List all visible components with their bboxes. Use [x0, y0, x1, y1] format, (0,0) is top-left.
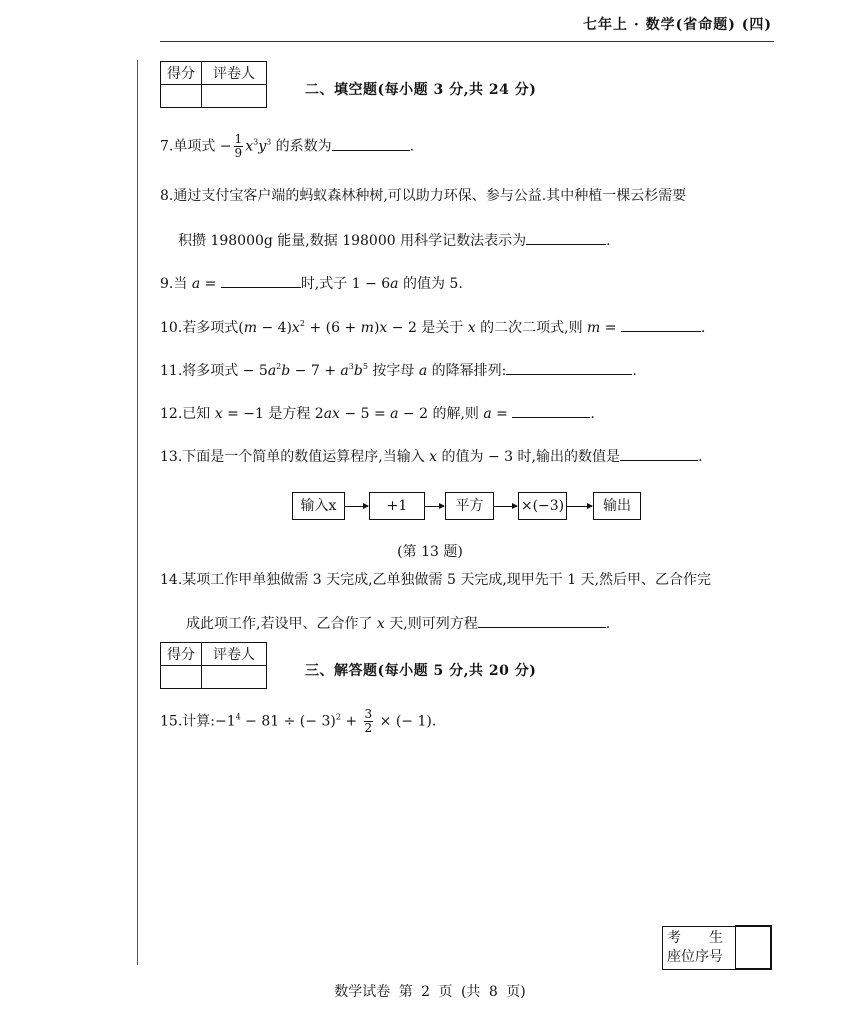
score-label: 得分 [161, 62, 202, 85]
question-14-line2: 成此项工作,若设甲、乙合作了 x 天,则可列方程 . [186, 613, 610, 634]
question-11: 11.将多项式 − $5a^2b - 7 + a^3b^5$ 按字母 a 的降幂排列: . [160, 362, 637, 379]
grader-label: 评卷人 [202, 62, 267, 85]
answer-blank-7[interactable] [332, 136, 410, 151]
question-13: 13.下面是一个简单的数值运算程序,当输入 x 的值为 − 3 时,输出的数值是 . [160, 446, 702, 467]
question-8-line1: 8.通过支付宝客户端的蚂蚁森林种树,可以助力环保、参与公益.其中种植一棵云杉需要 [160, 188, 687, 204]
grader-cell[interactable] [202, 666, 267, 689]
score-label: 得分 [161, 643, 202, 666]
score-cell[interactable] [161, 666, 202, 689]
score-table-section3 [160, 642, 267, 689]
answer-blank-8[interactable] [526, 230, 606, 245]
page-footer: 数学试卷 第 2 页 (共 8 页) [334, 984, 526, 1000]
flow-box-plus-one: +1 [369, 492, 425, 520]
figure-caption-13: (第 13 题) [397, 544, 463, 560]
question-8-line2: 积攒 198000g 能量,数据 198000 用科学记数法表示为 . [178, 230, 611, 251]
grader-label: 评卷人 [202, 643, 267, 666]
flow-arrow [493, 506, 517, 507]
section2-title: 二、填空题(每小题 3 分,共 24 分) [305, 82, 537, 98]
answer-blank-10[interactable] [621, 317, 701, 332]
question-10: 10.若多项式$(m - 4)x^2 + (6 + m)x - 2$ 是关于 x 的二次二项式,则 m = . [160, 319, 706, 336]
question-15: 15.计算$:-1^4 - 81$ ÷ (− 3)$^2$ + $\frac{3}{2}$ × (− 1). [160, 707, 437, 735]
score-cell[interactable] [161, 85, 202, 108]
question-9: 9.当 a = 时,式子 1 − 6a 的值为 5. [160, 273, 463, 294]
flow-box-square: 平方 [445, 492, 494, 520]
seat-number-label: 考 生 座位序号 [663, 926, 736, 969]
score-table-section2 [160, 61, 267, 108]
page-header: 七年上 · 数学(省命题) (四) [583, 17, 772, 33]
answer-blank-13[interactable] [620, 446, 698, 461]
flow-box-times-neg3: ×(−3) [518, 492, 567, 520]
answer-blank-14[interactable] [478, 613, 606, 628]
fraction: $\frac{1}{9}$ [234, 132, 243, 160]
answer-blank-9[interactable] [221, 273, 301, 288]
flow-arrow [424, 506, 444, 507]
header-rule [160, 41, 774, 42]
binding-margin-line [137, 60, 138, 965]
fraction: $\frac{3}{2}$ [364, 707, 373, 735]
flow-arrow [566, 506, 592, 507]
flow-box-input: 输入x [292, 492, 345, 520]
question-7: 7.单项式 − $\frac{1}{9}$ $x^3y^3$ 的系数为 . [160, 132, 415, 160]
question-12: 12.已知 x = −1 是方程 2ax − 5 = a − 2 的解,则 a = . [160, 403, 595, 424]
question-14-line1: 14.某项工作甲单独做需 3 天完成,乙单独做需 5 天完成,现甲先干 1 天,然后甲、乙合作完 [160, 572, 712, 588]
grader-cell[interactable] [202, 85, 267, 108]
section3-title: 三、解答题(每小题 5 分,共 20 分) [305, 663, 537, 679]
seat-number-field[interactable] [736, 926, 772, 969]
answer-blank-11[interactable] [506, 360, 632, 375]
seat-number-box [662, 925, 772, 970]
flow-arrow [344, 506, 368, 507]
flow-box-output: 输出 [593, 492, 641, 520]
answer-blank-12[interactable] [512, 403, 590, 418]
